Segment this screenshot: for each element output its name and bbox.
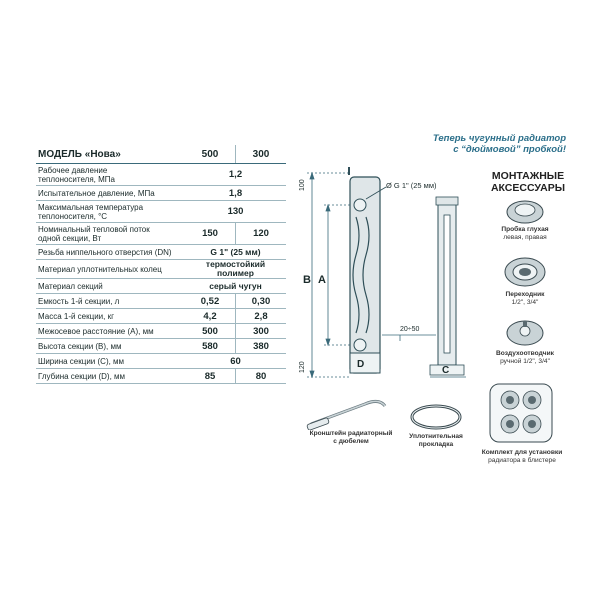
spec-row-label-line: Номинальный тепловой поток <box>38 224 150 234</box>
spec-row-label-line: Материал уплотнительных колец <box>38 264 162 274</box>
spec-row <box>36 223 286 245</box>
label-c: C <box>442 365 450 376</box>
spec-row-label-line: одной секции, Вт <box>38 233 102 243</box>
vent-sub: ручной 1/2", 3/4" <box>500 358 550 365</box>
spec-row-value-500: 580 <box>185 339 236 354</box>
label-b: B <box>303 274 311 286</box>
spec-table-header <box>36 145 286 164</box>
spec-row-label <box>36 294 185 309</box>
vent-name: Воздухоотводчик <box>496 350 554 357</box>
label-d: D <box>357 359 365 370</box>
gasket-line-1: Уплотнительная <box>409 433 463 440</box>
spec-row-label-line: Испытательное давление, МПа <box>38 188 155 198</box>
vent-caption <box>480 350 570 366</box>
dim-side: 20÷50 <box>400 326 420 333</box>
spec-row <box>36 186 286 201</box>
spec-row <box>36 201 286 223</box>
model-col-500: 500 <box>185 145 236 164</box>
spec-row-label <box>36 164 185 186</box>
spec-row-label-line: Масса 1-й секции, кг <box>38 311 115 321</box>
spec-row-label <box>36 186 185 201</box>
bracket-line-1: Кронштейн радиаторный <box>309 430 393 437</box>
spec-row <box>36 279 286 294</box>
radiator-drawing <box>290 155 490 390</box>
spec-row-value: 1,8 <box>185 186 286 201</box>
spec-row <box>36 164 286 186</box>
spec-row-label-line: Резьба ниппельного отверстия (DN) <box>38 247 172 257</box>
kit-sub: радиатора в блистере <box>488 457 556 464</box>
spec-row-value-300: 2,8 <box>236 309 287 324</box>
spec-row-label-line: Материал секций <box>38 281 103 291</box>
spec-row <box>36 309 286 324</box>
kit-image <box>488 382 554 444</box>
accessories-title <box>478 170 578 194</box>
spec-row-value-300: 0,30 <box>236 294 287 309</box>
spec-row-value-300: 300 <box>236 324 287 339</box>
adapter-image <box>501 254 549 288</box>
spec-row-value-500: 0,52 <box>185 294 236 309</box>
spec-row-label <box>36 324 185 339</box>
thread-label: Ø G 1" (25 мм) <box>386 181 437 190</box>
spec-row <box>36 369 286 384</box>
spec-table <box>36 145 286 384</box>
spec-row-label-line: Высота секции (В), мм <box>38 341 122 351</box>
spec-row-value-500: 500 <box>185 324 236 339</box>
radiator-section-front <box>348 167 380 373</box>
model-col-300: 300 <box>236 145 287 164</box>
spec-row-label <box>36 279 185 294</box>
dim-bottom: 120 <box>299 361 306 373</box>
spec-row-label-line: Ширина секции (С), мм <box>38 356 125 366</box>
adapter-sub: 1/2", 3/4" <box>511 299 539 306</box>
gasket-caption <box>398 433 474 449</box>
model-label: МОДЕЛЬ «Нова» <box>36 145 185 164</box>
spec-row-label <box>36 369 185 384</box>
spec-row-value-300: 380 <box>236 339 287 354</box>
vent-image <box>503 317 547 347</box>
spec-row <box>36 245 286 260</box>
spec-row-label-line: теплоносителя, МПа <box>38 174 115 184</box>
spec-row <box>36 339 286 354</box>
spec-row-label <box>36 260 185 279</box>
accessories-title-2: АКСЕССУАРЫ <box>490 182 566 194</box>
spec-row-label-line: Емкость 1-й секции, л <box>38 296 120 306</box>
spec-row-value-300: 80 <box>236 369 287 384</box>
spec-row-value-500: 4,2 <box>185 309 236 324</box>
tagline-line-2: с “дюймовой” пробкой! <box>453 144 566 155</box>
spec-row-value: термостойкий полимер <box>185 260 286 279</box>
plug-caption <box>480 226 570 242</box>
spec-row <box>36 324 286 339</box>
accessories-title-1: МОНТАЖНЫЕ <box>491 170 565 182</box>
tagline-line-1: Теперь чугунный радиатор <box>432 133 566 144</box>
label-a: A <box>318 274 326 286</box>
spec-row-label-line: Максимальная температура <box>38 202 144 212</box>
spec-row-label <box>36 309 185 324</box>
spec-row-value: G 1" (25 мм) <box>185 245 286 260</box>
spec-row-value-500: 150 <box>185 223 236 245</box>
bracket-image <box>305 392 395 430</box>
spec-row-label <box>36 339 185 354</box>
spec-row <box>36 294 286 309</box>
plug-image <box>503 198 547 224</box>
spec-row-label-line: Глубина секции (D), мм <box>38 371 126 381</box>
spec-row-label-line: Межосевое расстояние (А), мм <box>38 326 154 336</box>
spec-row-label-line: теплоносителя, °С <box>38 211 108 221</box>
spec-row-label <box>36 223 185 245</box>
gasket-image <box>408 403 464 431</box>
spec-row-value: 1,2 <box>185 164 286 186</box>
spec-row-value-500: 85 <box>185 369 236 384</box>
radiator-section-side <box>430 197 464 375</box>
kit-caption <box>470 449 574 465</box>
spec-row-value: серый чугун <box>185 279 286 294</box>
tagline <box>380 133 566 155</box>
kit-name: Комплект для установки <box>481 449 563 456</box>
spec-row-value-300: 120 <box>236 223 287 245</box>
spec-row-label <box>36 245 185 260</box>
dim-top: 100 <box>299 179 306 191</box>
spec-row-label <box>36 354 185 369</box>
plug-name: Пробка глухая <box>501 226 549 233</box>
spec-row-value: 60 <box>185 354 286 369</box>
adapter-caption <box>480 291 570 307</box>
spec-row-label-line: Рабочее давление <box>38 165 108 175</box>
bracket-line-2: с дюбелем <box>333 438 369 445</box>
spec-row <box>36 354 286 369</box>
spec-row <box>36 260 286 279</box>
bracket-caption <box>296 430 406 446</box>
spec-row-value: 130 <box>185 201 286 223</box>
wall-distance <box>382 335 436 341</box>
spec-row-label <box>36 201 185 223</box>
adapter-name: Переходник <box>505 291 545 298</box>
spec-table-body <box>36 145 286 384</box>
dimension-b <box>307 173 350 377</box>
plug-sub: левая, правая <box>503 234 547 241</box>
gasket-line-2: прокладка <box>418 441 454 448</box>
